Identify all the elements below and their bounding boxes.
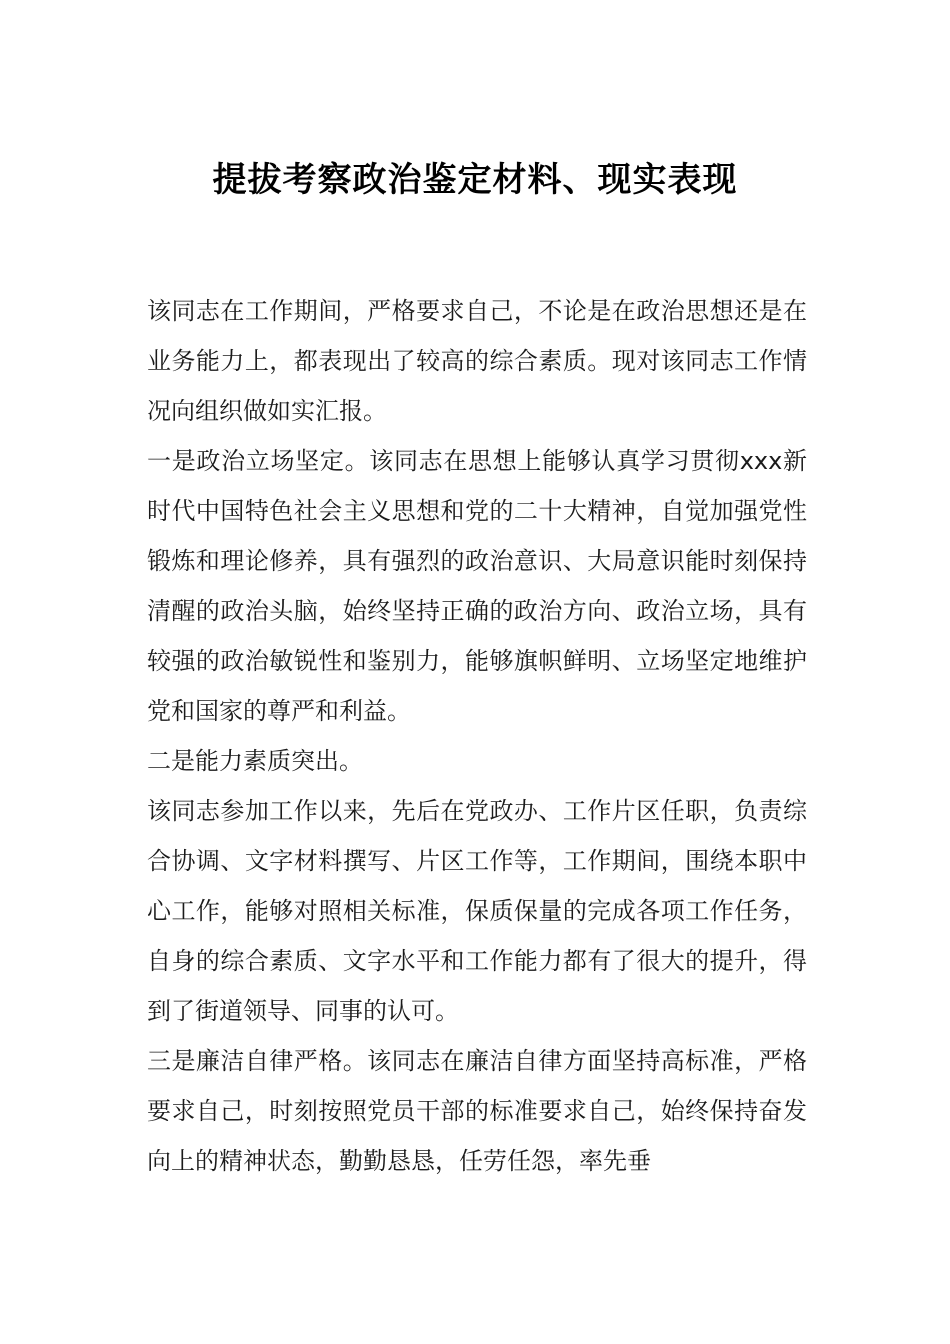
paragraph-integrity: 三是廉洁自律严格。该同志在廉洁自律方面坚持高标准，严格要求自己，时刻按照党员干部的标准要求自己，始终保持奋发向上的精神状态，勤勤恳恳，任劳任怨，率先垂: [147, 1047, 807, 1175]
paragraph-ability-detail: 该同志参加工作以来，先后在党政办、工作片区任职，负责综合协调、文字材料撰写、片区工作等，工作期间，围绕本职中心工作，能够对照相关标准，保质保量的完成各项工作任务，自身的综合素质、文字水平和工作能力都有了很大的提升，得到了街道领导、同事的认可。: [147, 797, 807, 1025]
paragraph-intro: 该同志在工作期间，严格要求自己，不论是在政治思想还是在业务能力上，都表现出了较高的综合素质。现对该同志工作情况向组织做如实汇报。: [147, 297, 807, 425]
document-title: 提拔考察政治鉴定材料、现实表现: [212, 160, 738, 200]
paragraph-ability-heading: 二是能力素质突出。: [147, 747, 363, 775]
paragraph-political-stance: 一是政治立场坚定。该同志在思想上能够认真学习贯彻xxx新时代中国特色社会主义思想和党的二十大精神，自觉加强党性锻炼和理论修养，具有强烈的政治意识、大局意识能时刻保持清醒的政治头脑，始终坚持正确的政治方向、政治立场，具有较强的政治敏锐性和鉴别力，能够旗帜鲜明、立场坚定地维护党和国家的尊严和利益。: [147, 447, 807, 725]
document-body: [147, 286, 807, 1186]
